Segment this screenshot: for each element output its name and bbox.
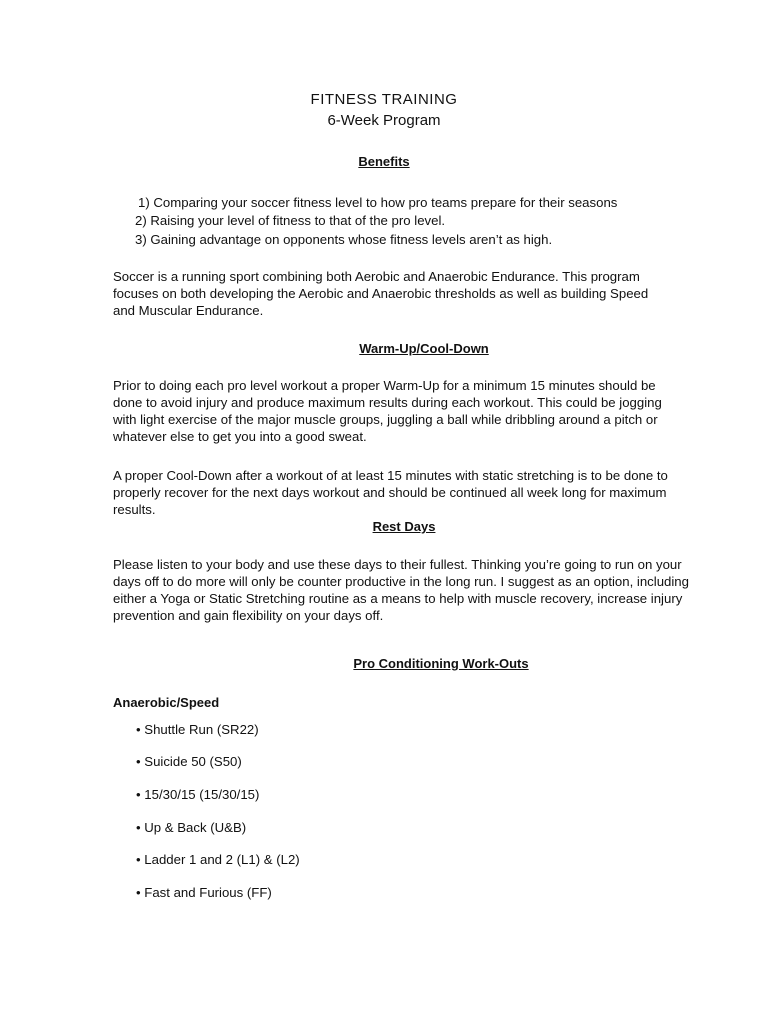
paragraph-line: prevention and gain flexibility on your days off. — [113, 608, 384, 623]
document-title: FITNESS TRAINING — [310, 91, 458, 108]
workouts-heading: Pro Conditioning Work-Outs — [353, 656, 529, 671]
benefit-item: 3) Gaining advantage on opponents whose fitness levels aren’t as high. — [135, 232, 553, 247]
warmup-heading: Warm-Up/Cool-Down — [359, 341, 489, 356]
paragraph-line: done to avoid injury and produce maximum results during each workout. This could be jogging — [113, 395, 662, 410]
paragraph-line: A proper Cool-Down after a workout of at least 15 minutes with static stretching is to be done to — [113, 468, 668, 483]
paragraph-line: results. — [113, 502, 156, 517]
paragraph-line: with light exercise of the major muscle groups, juggling a ball while dribbling around a pitch or — [113, 412, 658, 427]
workout-list-item: • Up & Back (U&B) — [136, 820, 247, 835]
anaerobic-speed-heading: Anaerobic/Speed — [113, 695, 220, 710]
benefit-item: 2) Raising your level of fitness to that of the pro level. — [135, 213, 446, 228]
rest-days-heading: Rest Days — [372, 519, 436, 534]
intro-paragraph — [113, 268, 648, 319]
paragraph-line: and Muscular Endurance. — [113, 303, 264, 318]
rest-days-paragraph — [113, 556, 689, 624]
paragraph-line: properly recover for the next days workout and should be continued all week long for maximum — [113, 485, 667, 500]
paragraph-line: Prior to doing each pro level workout a proper Warm-Up for a minimum 15 minutes should be — [113, 378, 656, 393]
document-subtitle: 6-Week Program — [327, 112, 441, 129]
workout-list-item: • 15/30/15 (15/30/15) — [136, 787, 260, 802]
benefits-heading: Benefits — [358, 154, 410, 169]
warmup-paragraph — [113, 377, 662, 445]
cooldown-paragraph — [113, 467, 668, 518]
workout-list-item: • Fast and Furious (FF) — [136, 885, 272, 900]
paragraph-line: either a Yoga or Static Stretching routine as a means to help with muscle recovery, increase injury — [113, 591, 683, 606]
paragraph-line: days off to do more will only be counter productive in the long run. I suggest as an option, including — [113, 574, 689, 589]
benefit-item: 1) Comparing your soccer fitness level to how pro teams prepare for their seasons — [138, 195, 618, 210]
paragraph-line: whatever else to get you into a good sweat. — [113, 429, 367, 444]
paragraph-line: focuses on both developing the Aerobic and Anaerobic thresholds as well as building Speed — [113, 286, 649, 301]
paragraph-line: Soccer is a running sport combining both Aerobic and Anaerobic Endurance. This program — [113, 269, 640, 284]
workout-list-item: • Suicide 50 (S50) — [136, 754, 242, 769]
paragraph-line: Please listen to your body and use these days to their fullest. Thinking you’re going to run on your — [113, 557, 682, 572]
workout-list-item: • Shuttle Run (SR22) — [136, 722, 259, 737]
workout-list-item: • Ladder 1 and 2 (L1) & (L2) — [136, 852, 300, 867]
